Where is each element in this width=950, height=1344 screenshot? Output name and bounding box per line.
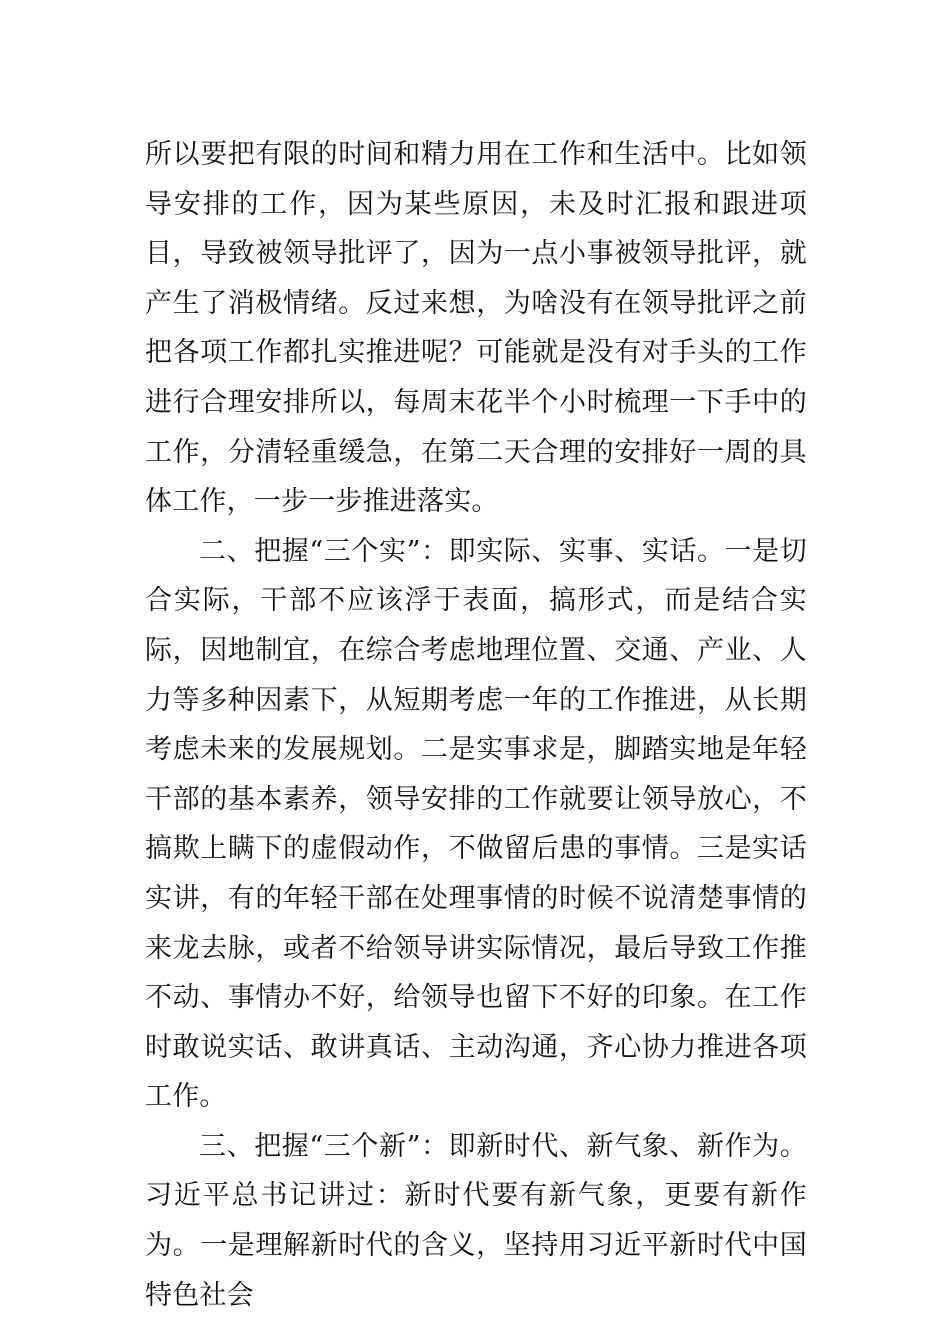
document-body bbox=[145, 130, 807, 1320]
paragraph-continuation: 所以要把有限的时间和精力用在工作和生活中。比如领导安排的工作，因为某些原因，未及时汇报和跟进项目，导致被领导批评了，因为一点小事被领导批评，就产生了消极情绪。反过来想，为啥没有在领导批评之前把各项工作都扎实推进呢？可能就是没有对手头的工作进行合理安排所以，每周末花半个小时梳理一下手中的工作，分清轻重缓急，在第二天合理的安排好一周的具体工作，一步一步推进落实。 bbox=[145, 139, 807, 518]
paragraph-three-shi: 二、把握“三个实”：即实际、实事、实话。一是切合实际，干部不应该浮于表面，搞形式，而是结合实际，因地制宜，在综合考虑地理位置、交通、产业、人力等多种因素下，从短期考虑一年的工作推进，从长期考虑未来的发展规划。二是实事求是，脚踏实地是年轻干部的基本素养，领导安排的工作就要让领导放心，不搞欺上瞒下的虚假动作，不做留后患的事情。三是实话实讲，有的年轻干部在处理事情的时候不说清楚事情的来龙去脉，或者不给领导讲实际情况，最后导致工作推不动、事情办不好，给领导也留下不好的印象。在工作时敢说实话、敢讲真话、主动沟通，齐心协力推进各项工作。 bbox=[145, 535, 807, 1113]
paragraph-three-xin: 三、把握“三个新”：即新时代、新气象、新作为。习近平总书记讲过：新时代要有新气象，更要有新作为。一是理解新时代的含义，坚持用习近平新时代中国特色社会 bbox=[145, 1130, 807, 1311]
